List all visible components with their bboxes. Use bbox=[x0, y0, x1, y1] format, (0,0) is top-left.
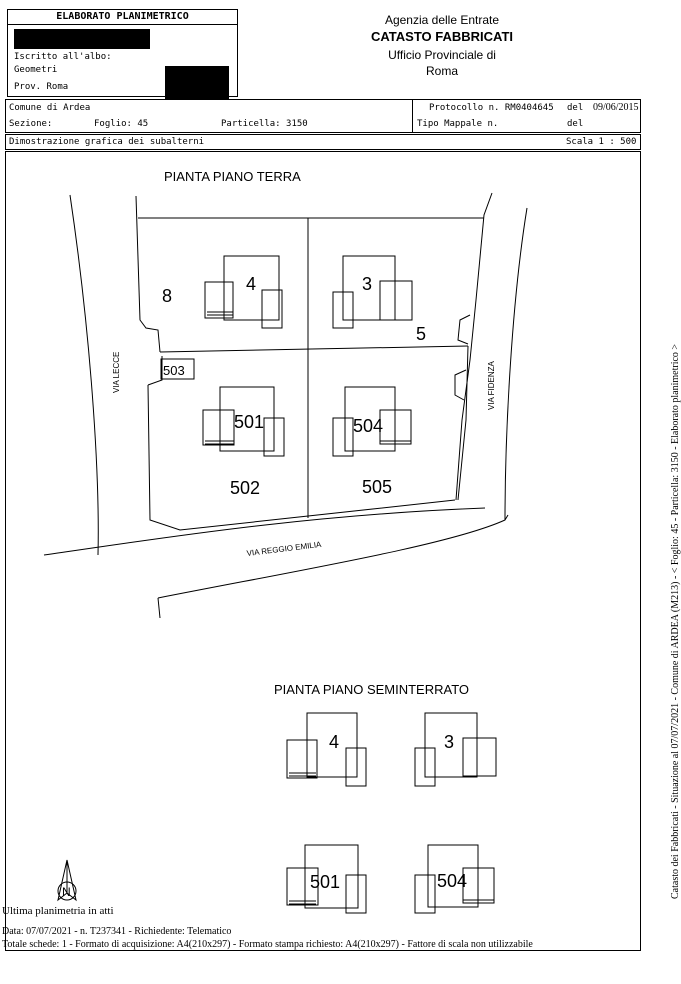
basement-label-4: 4 bbox=[329, 732, 340, 752]
footer-line-1: Data: 07/07/2021 - n. T237341 - Richiedente: Telematico bbox=[2, 926, 232, 937]
protocollo-date: 09/06/2015 bbox=[593, 102, 639, 113]
lot-middle-horizontal bbox=[160, 346, 468, 352]
basement-building-3 bbox=[415, 713, 496, 786]
del-label-2: del bbox=[567, 119, 584, 129]
street-via-reggio-emilia: VIA REGGIO EMILIA bbox=[246, 539, 322, 558]
basement-label-3: 3 bbox=[444, 732, 455, 752]
del-label-1: del bbox=[567, 103, 584, 113]
ground-building-4 bbox=[205, 256, 282, 328]
street-via-lecce: VIA LECCE bbox=[112, 351, 121, 393]
service-name: CATASTO FABBRICATI bbox=[370, 29, 514, 44]
province-value: Prov. Roma bbox=[14, 82, 69, 92]
profession-value: Geometri bbox=[14, 65, 58, 75]
street-edge-west-inner bbox=[136, 196, 160, 352]
lot-east-edge bbox=[458, 346, 468, 500]
lot-west-joint bbox=[148, 356, 162, 385]
registered-label: Iscritto all'albo: bbox=[14, 52, 112, 62]
label-sub-502: 502 bbox=[230, 478, 261, 498]
street-edge-south-2 bbox=[158, 515, 508, 598]
north-letter: N bbox=[62, 885, 71, 899]
tipo-mappale-field: Tipo Mappale n. bbox=[417, 119, 499, 129]
office-name: Ufficio Provinciale di bbox=[388, 48, 496, 62]
side-note-vertical: Catasto dei Fabbricati - Situazione al 07/07/2021 - Comune di ARDEA (M213) - < Foglio: 45 - Particella: 3150 - Elaborato planimetrico > bbox=[670, 343, 681, 899]
label-sub-3: 3 bbox=[362, 274, 373, 294]
basement-plan-title: PIANTA PIANO SEMINTERRATO bbox=[274, 682, 470, 697]
street-edge-west bbox=[70, 195, 98, 555]
street-edge-east bbox=[505, 208, 527, 520]
ground-building-3 bbox=[333, 256, 412, 328]
street-edge-south-3 bbox=[158, 598, 160, 618]
scale-field: Scala 1 : 500 bbox=[566, 137, 637, 147]
particella-field: Particella: 3150 bbox=[221, 119, 308, 129]
label-sub-501: 501 bbox=[234, 412, 265, 432]
last-plan-note: Ultima planimetria in atti bbox=[2, 905, 114, 917]
label-sub-505: 505 bbox=[362, 477, 393, 497]
east-niche-1 bbox=[458, 315, 470, 344]
protocollo-field: Protocollo n. RM0404645 bbox=[429, 103, 554, 113]
dimostrazione-title: Dimostrazione grafica dei subalterni bbox=[9, 137, 205, 147]
east-niche-2 bbox=[455, 370, 466, 400]
basement-label-501: 501 bbox=[310, 872, 341, 892]
basement-label-504: 504 bbox=[437, 871, 468, 891]
agency-name: Agenzia delle Entrate bbox=[384, 13, 500, 27]
city-name: Roma bbox=[425, 64, 458, 78]
ground-plan-title: PIANTA PIANO TERRA bbox=[164, 169, 301, 184]
label-sub-503: 503 bbox=[163, 363, 185, 378]
label-sub-4: 4 bbox=[246, 274, 257, 294]
basement-building-4 bbox=[287, 713, 366, 786]
doc-title: ELABORATO PLANIMETRICO bbox=[56, 11, 189, 22]
comune-field: Comune di Ardea bbox=[9, 103, 91, 113]
label-sub-504: 504 bbox=[353, 416, 384, 436]
footer-line-2: Totale schede: 1 - Formato di acquisizione: A4(210x297) - Formato stampa richiesto: A4(210x297) - Fattore di scala non utilizzabile bbox=[2, 939, 533, 950]
label-sub-5: 5 bbox=[416, 324, 427, 344]
street-via-fidenza: VIA FIDENZA bbox=[487, 361, 496, 410]
foglio-field: Foglio: 45 bbox=[94, 119, 149, 129]
sezione-field: Sezione: bbox=[9, 119, 53, 129]
label-sub-8: 8 bbox=[162, 286, 173, 306]
lot-south-outline bbox=[148, 385, 455, 530]
